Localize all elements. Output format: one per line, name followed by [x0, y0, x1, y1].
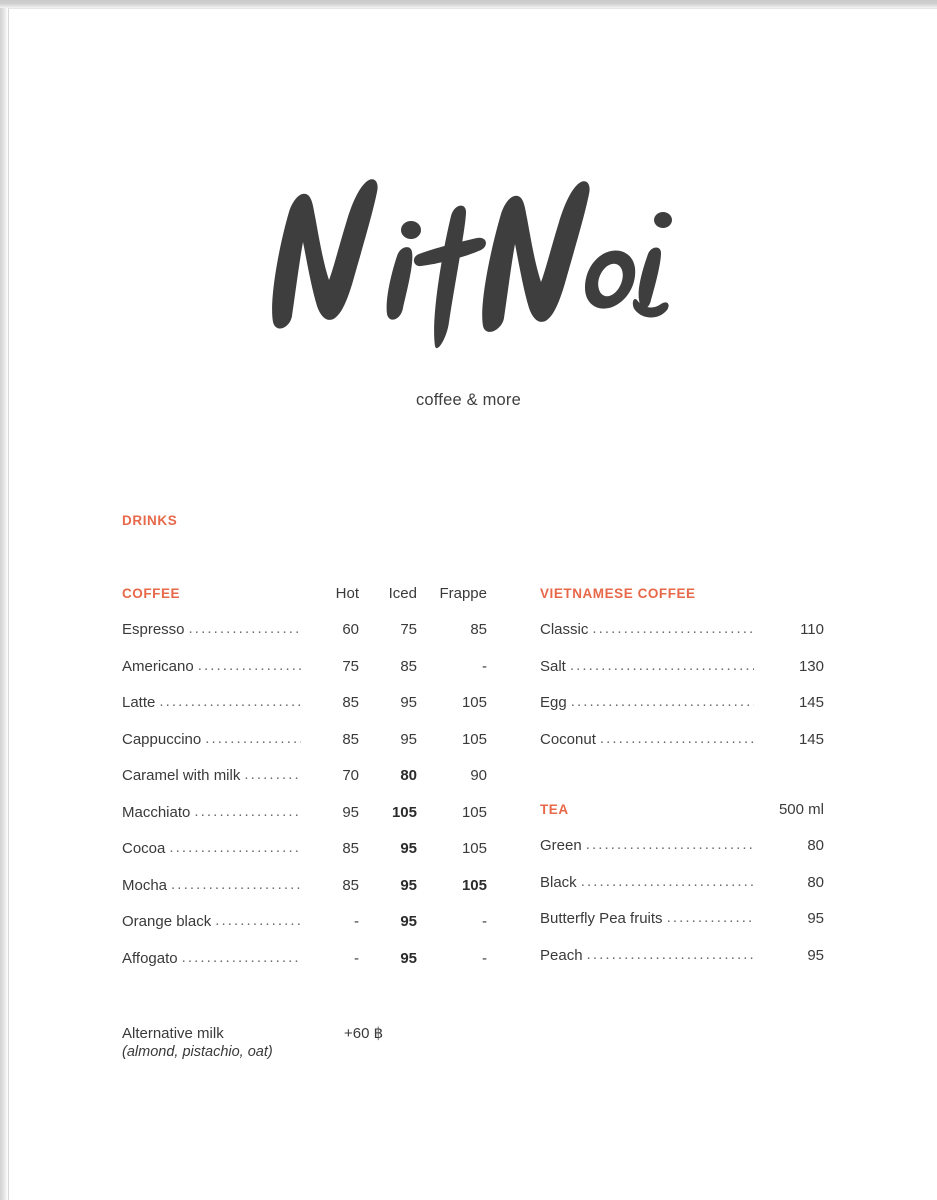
item-price: 145: [798, 694, 824, 711]
menu-item-row: [540, 621, 824, 658]
item-name-cell: [122, 658, 301, 675]
dot-leader: [159, 694, 301, 709]
dot-leader: [215, 913, 301, 928]
item-price-hot: 85: [342, 730, 359, 748]
item-name-cell: [540, 621, 754, 638]
tea-size-note: 500 ml: [778, 801, 824, 818]
item-price: 130: [798, 657, 824, 675]
dot-leader: [570, 658, 754, 673]
item-price-iced: 85: [400, 657, 417, 675]
item-price-frappe: -: [482, 913, 487, 930]
dot-leader: [244, 767, 301, 782]
alternative-milk-price: +60 ฿: [344, 1025, 384, 1042]
item-price-frappe: 105: [461, 730, 487, 748]
item-price-hot: 85: [342, 694, 359, 711]
item-price-frappe: 105: [461, 803, 487, 821]
dot-leader: [194, 804, 301, 819]
dot-leader: [581, 874, 754, 889]
item-price: 80: [807, 873, 824, 891]
coffee-column: [122, 585, 487, 986]
item-name: Classic: [540, 621, 589, 638]
item-price: 110: [800, 621, 824, 638]
item-price-frappe: 105: [461, 694, 487, 711]
nit-noi-logo-icon: [259, 150, 679, 350]
item-price-hot: 95: [342, 803, 359, 821]
item-name: Caramel with milk: [122, 767, 241, 784]
item-price-hot: 75: [342, 657, 359, 675]
alternative-milk-label: Alternative milk: [122, 1025, 224, 1042]
alternative-milk-text: [122, 1024, 344, 1062]
menu-item-row: [122, 913, 487, 950]
brand-tagline: coffee & more: [415, 391, 522, 409]
dot-leader: [586, 837, 754, 852]
item-price-frappe: -: [482, 657, 487, 675]
item-price-hot: 85: [342, 876, 359, 894]
item-price: 95: [807, 910, 824, 927]
menu-item-row: [122, 621, 487, 658]
item-name: Mocha: [122, 876, 168, 894]
item-price-hot: -: [354, 949, 359, 967]
item-price-frappe: 85: [470, 621, 487, 638]
item-price-iced: 75: [400, 621, 417, 638]
item-name-cell: [540, 658, 754, 675]
item-price-iced: 105: [391, 803, 417, 821]
dot-leader: [171, 877, 301, 892]
item-name: Orange black: [122, 913, 212, 930]
item-name-cell: [122, 731, 301, 748]
brand-logo: [0, 150, 937, 355]
menu-item-row: [122, 877, 487, 914]
tea-section-title: TEA: [540, 802, 569, 817]
item-name-cell: [540, 731, 754, 748]
menu-item-row: [540, 910, 824, 947]
item-name-cell: [122, 840, 301, 857]
item-price-hot: -: [354, 913, 359, 930]
vietnamese-coffee-and-tea-column: [540, 585, 824, 983]
dot-leader: [169, 840, 301, 855]
item-price-iced: 95: [400, 949, 417, 967]
coffee-section-header: [122, 585, 487, 607]
menu-item-row: [540, 694, 824, 731]
menu-item-row: [122, 731, 487, 768]
menu-item-row: [540, 731, 824, 768]
item-name-cell: [122, 694, 301, 711]
alternative-milk-sublabel: (almond, pistachio, oat): [122, 1044, 273, 1060]
tea-section-header: [540, 801, 824, 823]
dot-leader: [667, 910, 754, 925]
dot-leader: [571, 694, 754, 709]
column-header-hot: Hot: [335, 585, 359, 602]
item-price: 145: [798, 730, 824, 748]
dot-leader: [587, 947, 754, 962]
menu-item-row: [122, 950, 487, 987]
menu-item-row: [540, 837, 824, 874]
item-price-iced: 95: [400, 694, 417, 711]
menu-item-row: [122, 694, 487, 731]
item-price: 95: [807, 946, 824, 964]
item-name: Espresso: [122, 621, 185, 638]
item-name: Egg: [540, 694, 567, 711]
item-name-cell: [122, 877, 301, 894]
drinks-heading: DRINKS: [122, 513, 178, 528]
item-name-cell: [122, 950, 301, 967]
item-price-hot: 70: [342, 767, 359, 784]
item-name-cell: [540, 874, 754, 891]
dot-leader: [189, 621, 301, 636]
dot-leader: [600, 731, 754, 746]
item-name: Salt: [540, 657, 566, 675]
vietnamese-coffee-section-header: [540, 585, 824, 607]
vietnamese-coffee-section-title: VIETNAMESE COFFEE: [540, 586, 696, 601]
menu-item-row: [122, 658, 487, 695]
item-name: Cocoa: [122, 840, 166, 857]
item-price-hot: 85: [342, 840, 359, 857]
item-price-frappe: 105: [461, 840, 487, 857]
menu-item-row: [122, 804, 487, 841]
item-price-iced: 95: [400, 840, 417, 857]
menu-item-row: [540, 658, 824, 695]
menu-item-row: [540, 947, 824, 984]
item-name-cell: [540, 837, 754, 854]
item-name-cell: [122, 913, 301, 930]
column-header-frappe: Frappe: [439, 585, 487, 602]
item-name: Americano: [122, 657, 194, 675]
item-price-hot: 60: [342, 621, 359, 638]
item-name-cell: [122, 804, 301, 821]
item-price-iced: 80: [400, 767, 417, 784]
dot-leader: [182, 950, 301, 965]
coffee-section-title: COFFEE: [122, 586, 181, 601]
item-name-cell: [122, 621, 301, 638]
item-price: 80: [807, 837, 824, 854]
item-price-iced: 95: [400, 876, 417, 894]
item-name: Macchiato: [122, 803, 191, 821]
item-price-frappe: 105: [461, 876, 487, 894]
item-name-cell: [540, 694, 754, 711]
item-price-frappe: 90: [470, 767, 487, 784]
item-price-iced: 95: [400, 730, 417, 748]
item-price-iced: 95: [400, 913, 417, 930]
dot-leader: [592, 621, 754, 636]
item-name-cell: [122, 767, 301, 784]
dot-leader: [198, 658, 301, 673]
item-name: Affogato: [122, 949, 178, 967]
item-name: Green: [540, 837, 582, 854]
item-name: Coconut: [540, 730, 596, 748]
menu-item-row: [122, 840, 487, 877]
coffee-column-headers: [301, 585, 487, 603]
alternative-milk-note: [122, 1024, 383, 1062]
item-name: Black: [540, 873, 577, 891]
section-spacer: [540, 767, 824, 801]
column-header-iced: Iced: [388, 585, 417, 602]
menu-item-row: [122, 767, 487, 804]
item-name-cell: [540, 910, 754, 927]
dot-leader: [205, 731, 301, 746]
item-name: Butterfly Pea fruits: [540, 910, 663, 927]
item-price-frappe: -: [482, 949, 487, 967]
item-name: Latte: [122, 694, 156, 711]
item-name: Cappuccino: [122, 730, 202, 748]
item-name-cell: [540, 947, 754, 964]
menu-item-row: [540, 874, 824, 911]
item-name: Peach: [540, 946, 583, 964]
